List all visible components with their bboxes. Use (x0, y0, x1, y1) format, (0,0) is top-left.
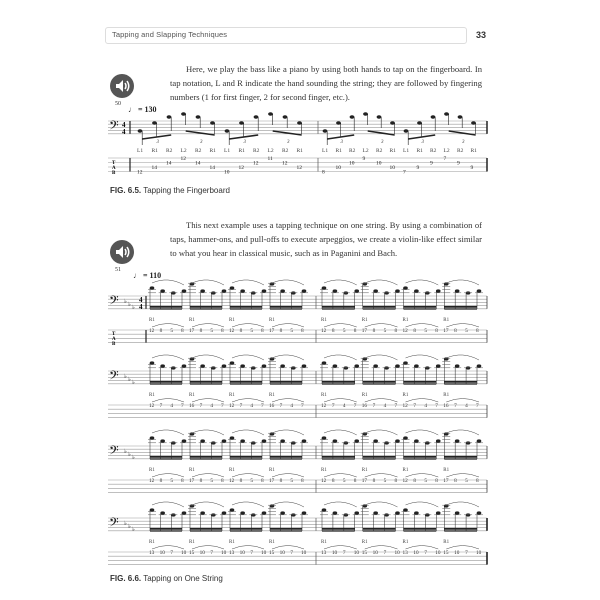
svg-text:8: 8 (199, 478, 203, 484)
svg-text:7: 7 (331, 403, 335, 409)
svg-text:8: 8 (279, 478, 283, 484)
svg-text:7: 7 (443, 156, 447, 162)
svg-text:9: 9 (457, 160, 460, 167)
svg-text:3: 3 (381, 140, 384, 145)
svg-text:4: 4 (139, 296, 143, 304)
svg-text:5: 5 (250, 478, 253, 484)
svg-text:10: 10 (181, 550, 187, 556)
svg-text:5: 5 (290, 478, 293, 484)
svg-text:L2: L2 (443, 148, 450, 154)
svg-text:R1: R1 (361, 393, 368, 398)
svg-text:8: 8 (159, 478, 163, 484)
svg-text:12: 12 (296, 165, 302, 171)
figure-caption-6-6: FIG. 6.6. Tapping on One String (110, 574, 223, 583)
svg-text:13: 13 (321, 550, 327, 556)
svg-text:3: 3 (200, 140, 203, 145)
svg-text:5: 5 (170, 328, 173, 334)
svg-text:17: 17 (269, 328, 275, 334)
svg-text:7: 7 (159, 403, 163, 409)
svg-text:8: 8 (221, 478, 224, 484)
svg-text:7: 7 (301, 403, 304, 409)
figure-caption-6-5: FIG. 6.5. Tapping the Fingerboard (110, 186, 230, 195)
svg-text:8: 8 (413, 478, 417, 484)
intro-paragraph-2: This next example uses a tapping technique on one string. By using a combination of taps, hammer-ons, and pull-offs to execute arpeggios, we create a violin-like effect similar to what you hear in classical music, such as in Paganini and Bach. (170, 220, 482, 259)
svg-text:8: 8 (261, 328, 264, 334)
svg-text:7: 7 (372, 403, 376, 409)
svg-text:R2: R2 (349, 148, 356, 154)
svg-text:12: 12 (321, 478, 327, 484)
svg-text:8: 8 (239, 328, 243, 334)
svg-text:R1: R1 (229, 393, 235, 398)
svg-text:R1: R1 (443, 540, 450, 545)
svg-text:9: 9 (430, 160, 433, 167)
svg-text:8: 8 (454, 328, 457, 334)
svg-text:10: 10 (435, 550, 441, 556)
svg-text:8: 8 (181, 328, 184, 334)
tempo-marking-2: ♩ = 110 (133, 271, 162, 280)
track-number-50: 50 (115, 101, 121, 107)
svg-text:14: 14 (166, 160, 172, 167)
svg-text:R1: R1 (361, 468, 368, 473)
svg-text:8: 8 (239, 478, 243, 484)
svg-text:R1: R1 (269, 540, 275, 545)
svg-text:8: 8 (476, 478, 479, 484)
svg-text:5: 5 (383, 328, 387, 334)
svg-text:8: 8 (394, 478, 398, 484)
svg-text:7: 7 (239, 403, 243, 409)
svg-text:3: 3 (421, 140, 424, 145)
svg-text:3: 3 (243, 140, 246, 145)
svg-text:R1: R1 (443, 393, 450, 398)
svg-text:♭: ♭ (132, 455, 135, 461)
svg-text:12: 12 (229, 403, 235, 409)
svg-text:5: 5 (250, 328, 253, 334)
svg-text:9: 9 (416, 165, 420, 171)
svg-text:5: 5 (170, 478, 173, 484)
svg-text:4: 4 (342, 403, 346, 409)
svg-text:5: 5 (383, 478, 387, 484)
svg-text:R1: R1 (209, 148, 216, 154)
svg-text:5: 5 (342, 478, 346, 484)
svg-text:12: 12 (253, 160, 259, 167)
svg-text:10: 10 (261, 550, 267, 556)
svg-text:R2: R2 (457, 148, 464, 154)
svg-text:7: 7 (476, 403, 479, 409)
svg-text:R1: R1 (269, 468, 275, 473)
svg-text:4: 4 (424, 403, 427, 409)
svg-text:10: 10 (331, 550, 338, 556)
svg-text:♭: ♭ (128, 302, 131, 308)
svg-text:8: 8 (331, 478, 335, 484)
svg-text:5: 5 (290, 328, 293, 334)
svg-text:R1: R1 (321, 468, 327, 473)
svg-text:7: 7 (261, 403, 264, 409)
svg-text:8: 8 (279, 328, 283, 334)
svg-text:T: T (112, 161, 116, 166)
intro-paragraph-1: Here, we play the bass like a piano by using both hands to tap on the fingerboard. In tap notation, L and R indicate the hand sounding the string; they are followed by fingering numbers (1 for first finger, 2 for second finger, etc.). (170, 64, 482, 103)
svg-text:15: 15 (269, 550, 275, 556)
svg-text:7: 7 (403, 169, 406, 176)
svg-text:10: 10 (413, 550, 419, 556)
svg-text:16: 16 (361, 403, 368, 409)
svg-text:10: 10 (454, 550, 460, 556)
page-number: 33 (476, 30, 487, 40)
svg-text:16: 16 (443, 403, 449, 409)
svg-text:7: 7 (435, 403, 438, 409)
svg-text:L2: L2 (267, 148, 274, 154)
svg-text:14: 14 (209, 165, 215, 171)
svg-text:♭: ♭ (132, 380, 135, 386)
svg-text:7: 7 (170, 550, 173, 556)
svg-text:9: 9 (362, 156, 366, 162)
svg-text:9: 9 (470, 165, 474, 171)
svg-text:8: 8 (181, 478, 184, 484)
svg-text:L1: L1 (322, 148, 329, 154)
svg-text:♭: ♭ (124, 521, 127, 527)
svg-text:R1: R1 (470, 148, 477, 154)
svg-text:8: 8 (199, 328, 203, 334)
svg-text:8: 8 (454, 478, 457, 484)
svg-text:L2: L2 (180, 148, 187, 154)
svg-text:𝄢: 𝄢 (109, 517, 119, 533)
svg-text:5: 5 (210, 328, 213, 334)
svg-text:8: 8 (261, 478, 264, 484)
svg-text:17: 17 (443, 328, 449, 334)
svg-text:17: 17 (443, 478, 449, 484)
svg-text:8: 8 (394, 328, 398, 334)
svg-text:7: 7 (465, 550, 468, 556)
svg-text:10: 10 (389, 165, 395, 171)
svg-text:♭: ♭ (128, 377, 131, 383)
svg-text:4: 4 (170, 403, 173, 409)
svg-text:R2: R2 (195, 148, 202, 154)
svg-text:7: 7 (279, 403, 283, 409)
svg-text:♭: ♭ (128, 452, 131, 458)
svg-text:12: 12 (321, 403, 327, 409)
svg-text:10: 10 (221, 550, 227, 556)
svg-text:12: 12 (229, 328, 235, 334)
svg-text:♭: ♭ (132, 527, 135, 533)
svg-text:12: 12 (149, 478, 155, 484)
svg-text:R1: R1 (335, 148, 342, 154)
svg-text:10: 10 (394, 550, 400, 556)
svg-text:R1: R1 (443, 468, 450, 473)
svg-text:13: 13 (402, 550, 408, 556)
svg-text:R1: R1 (229, 540, 235, 545)
svg-text:15: 15 (361, 550, 368, 556)
svg-text:10: 10 (224, 169, 230, 176)
svg-text:12: 12 (402, 328, 408, 334)
svg-text:R1: R1 (321, 393, 327, 398)
svg-text:R1: R1 (402, 318, 409, 323)
svg-text:R1: R1 (296, 148, 303, 154)
svg-text:R1: R1 (443, 318, 450, 323)
svg-text:12: 12 (402, 403, 408, 409)
svg-text:R1: R1 (149, 540, 155, 545)
svg-text:R1: R1 (269, 393, 275, 398)
svg-text:R1: R1 (189, 318, 195, 323)
svg-text:R2: R2 (166, 148, 173, 154)
svg-text:B: B (112, 171, 116, 176)
svg-text:5: 5 (210, 478, 213, 484)
svg-text:7: 7 (383, 550, 387, 556)
chapter-title: Tapping and Slapping Techniques (112, 30, 228, 39)
svg-text:5: 5 (342, 328, 346, 334)
svg-text:7: 7 (424, 550, 427, 556)
svg-text:B: B (112, 342, 116, 347)
svg-text:A: A (112, 166, 116, 171)
svg-text:5: 5 (424, 328, 427, 334)
svg-text:10: 10 (159, 550, 165, 556)
svg-text:7: 7 (290, 550, 293, 556)
svg-text:10: 10 (353, 550, 360, 556)
svg-text:4: 4 (139, 303, 143, 311)
svg-text:♭: ♭ (132, 305, 135, 311)
svg-text:7: 7 (454, 403, 457, 409)
svg-text:8: 8 (435, 478, 438, 484)
svg-text:5: 5 (465, 478, 468, 484)
svg-text:8: 8 (221, 328, 224, 334)
svg-text:10: 10 (349, 160, 355, 167)
svg-text:♭: ♭ (124, 299, 127, 305)
svg-text:14: 14 (151, 165, 157, 171)
svg-text:16: 16 (189, 403, 195, 409)
svg-text:R1: R1 (151, 148, 158, 154)
svg-text:L1: L1 (137, 148, 144, 154)
svg-text:4: 4 (210, 403, 213, 409)
svg-text:15: 15 (189, 550, 195, 556)
svg-text:7: 7 (342, 550, 346, 556)
svg-text:4: 4 (122, 128, 126, 136)
svg-text:R1: R1 (229, 468, 235, 473)
svg-text:𝄢: 𝄢 (109, 445, 119, 461)
svg-text:8: 8 (372, 478, 376, 484)
svg-text:10: 10 (335, 165, 341, 171)
svg-text:R1: R1 (189, 540, 195, 545)
svg-text:5: 5 (465, 328, 468, 334)
svg-text:♭: ♭ (124, 449, 127, 455)
svg-text:12: 12 (137, 169, 143, 176)
svg-text:R1: R1 (229, 318, 235, 323)
svg-text:8: 8 (301, 478, 304, 484)
svg-text:12: 12 (180, 156, 186, 162)
svg-text:5: 5 (424, 478, 427, 484)
svg-text:8: 8 (301, 328, 304, 334)
svg-text:10: 10 (376, 160, 382, 167)
svg-text:7: 7 (181, 403, 184, 409)
svg-text:R1: R1 (361, 318, 368, 323)
svg-text:8: 8 (159, 328, 163, 334)
svg-text:♭: ♭ (128, 524, 131, 530)
svg-text:8: 8 (353, 328, 357, 334)
svg-text:17: 17 (361, 478, 368, 484)
svg-text:8: 8 (322, 169, 325, 176)
svg-text:17: 17 (361, 328, 368, 334)
svg-text:8: 8 (331, 328, 335, 334)
svg-text:17: 17 (189, 328, 195, 334)
svg-text:R1: R1 (321, 318, 327, 323)
svg-text:R1: R1 (389, 148, 396, 154)
svg-text:12: 12 (229, 478, 235, 484)
svg-text:8: 8 (435, 328, 438, 334)
svg-text:17: 17 (269, 478, 275, 484)
svg-text:16: 16 (269, 403, 275, 409)
svg-text:12: 12 (238, 165, 244, 171)
svg-text:14: 14 (195, 160, 201, 167)
svg-text:A: A (112, 337, 116, 342)
svg-text:𝄢: 𝄢 (109, 295, 119, 311)
svg-text:12: 12 (149, 403, 155, 409)
svg-text:3: 3 (287, 140, 290, 145)
svg-text:10: 10 (199, 550, 205, 556)
svg-text:8: 8 (413, 328, 417, 334)
svg-text:R1: R1 (189, 468, 195, 473)
svg-text:3: 3 (340, 140, 343, 145)
svg-text:R1: R1 (402, 540, 409, 545)
svg-text:10: 10 (476, 550, 482, 556)
svg-text:♭: ♭ (124, 374, 127, 380)
svg-text:R1: R1 (149, 468, 155, 473)
svg-text:R1: R1 (238, 148, 245, 154)
svg-text:R1: R1 (416, 148, 423, 154)
svg-text:7: 7 (413, 403, 417, 409)
svg-text:4: 4 (122, 121, 126, 129)
svg-text:R1: R1 (361, 540, 368, 545)
svg-text:4: 4 (250, 403, 253, 409)
svg-text:4: 4 (290, 403, 293, 409)
svg-text:R1: R1 (189, 393, 195, 398)
svg-text:7: 7 (199, 403, 203, 409)
svg-text:R1: R1 (149, 318, 155, 323)
svg-text:15: 15 (443, 550, 449, 556)
svg-text:R2: R2 (282, 148, 289, 154)
svg-text:𝄢: 𝄢 (109, 370, 119, 386)
svg-text:12: 12 (149, 328, 155, 334)
svg-text:8: 8 (476, 328, 479, 334)
track-number-51: 51 (115, 267, 121, 273)
svg-text:R1: R1 (149, 393, 155, 398)
svg-text:7: 7 (210, 550, 213, 556)
svg-text:7: 7 (221, 403, 224, 409)
svg-text:10: 10 (279, 550, 285, 556)
svg-text:R1: R1 (402, 393, 409, 398)
svg-text:8: 8 (372, 328, 376, 334)
svg-text:4: 4 (383, 403, 387, 409)
svg-text:3: 3 (156, 140, 159, 145)
svg-text:8: 8 (353, 478, 357, 484)
svg-text:R2: R2 (253, 148, 260, 154)
tempo-marking-1: ♩ = 130 (128, 105, 157, 114)
svg-text:4: 4 (465, 403, 468, 409)
svg-text:L1: L1 (224, 148, 231, 154)
svg-text:3: 3 (462, 140, 465, 145)
svg-text:13: 13 (229, 550, 235, 556)
svg-text:T: T (112, 332, 116, 337)
svg-text:11: 11 (267, 156, 273, 162)
svg-text:10: 10 (301, 550, 307, 556)
svg-text:𝄢: 𝄢 (109, 120, 119, 136)
svg-text:R1: R1 (402, 468, 409, 473)
svg-text:7: 7 (394, 403, 398, 409)
svg-text:L1: L1 (403, 148, 410, 154)
svg-text:7: 7 (250, 550, 253, 556)
svg-text:L2: L2 (362, 148, 369, 154)
svg-text:10: 10 (372, 550, 378, 556)
svg-text:13: 13 (149, 550, 155, 556)
svg-text:7: 7 (353, 403, 357, 409)
svg-text:10: 10 (239, 550, 245, 556)
svg-text:R1: R1 (269, 318, 275, 323)
svg-text:12: 12 (321, 328, 327, 334)
svg-text:R2: R2 (430, 148, 437, 154)
svg-text:R1: R1 (321, 540, 327, 545)
svg-text:R2: R2 (376, 148, 383, 154)
svg-text:12: 12 (282, 160, 288, 167)
svg-text:12: 12 (402, 478, 408, 484)
svg-text:17: 17 (189, 478, 195, 484)
